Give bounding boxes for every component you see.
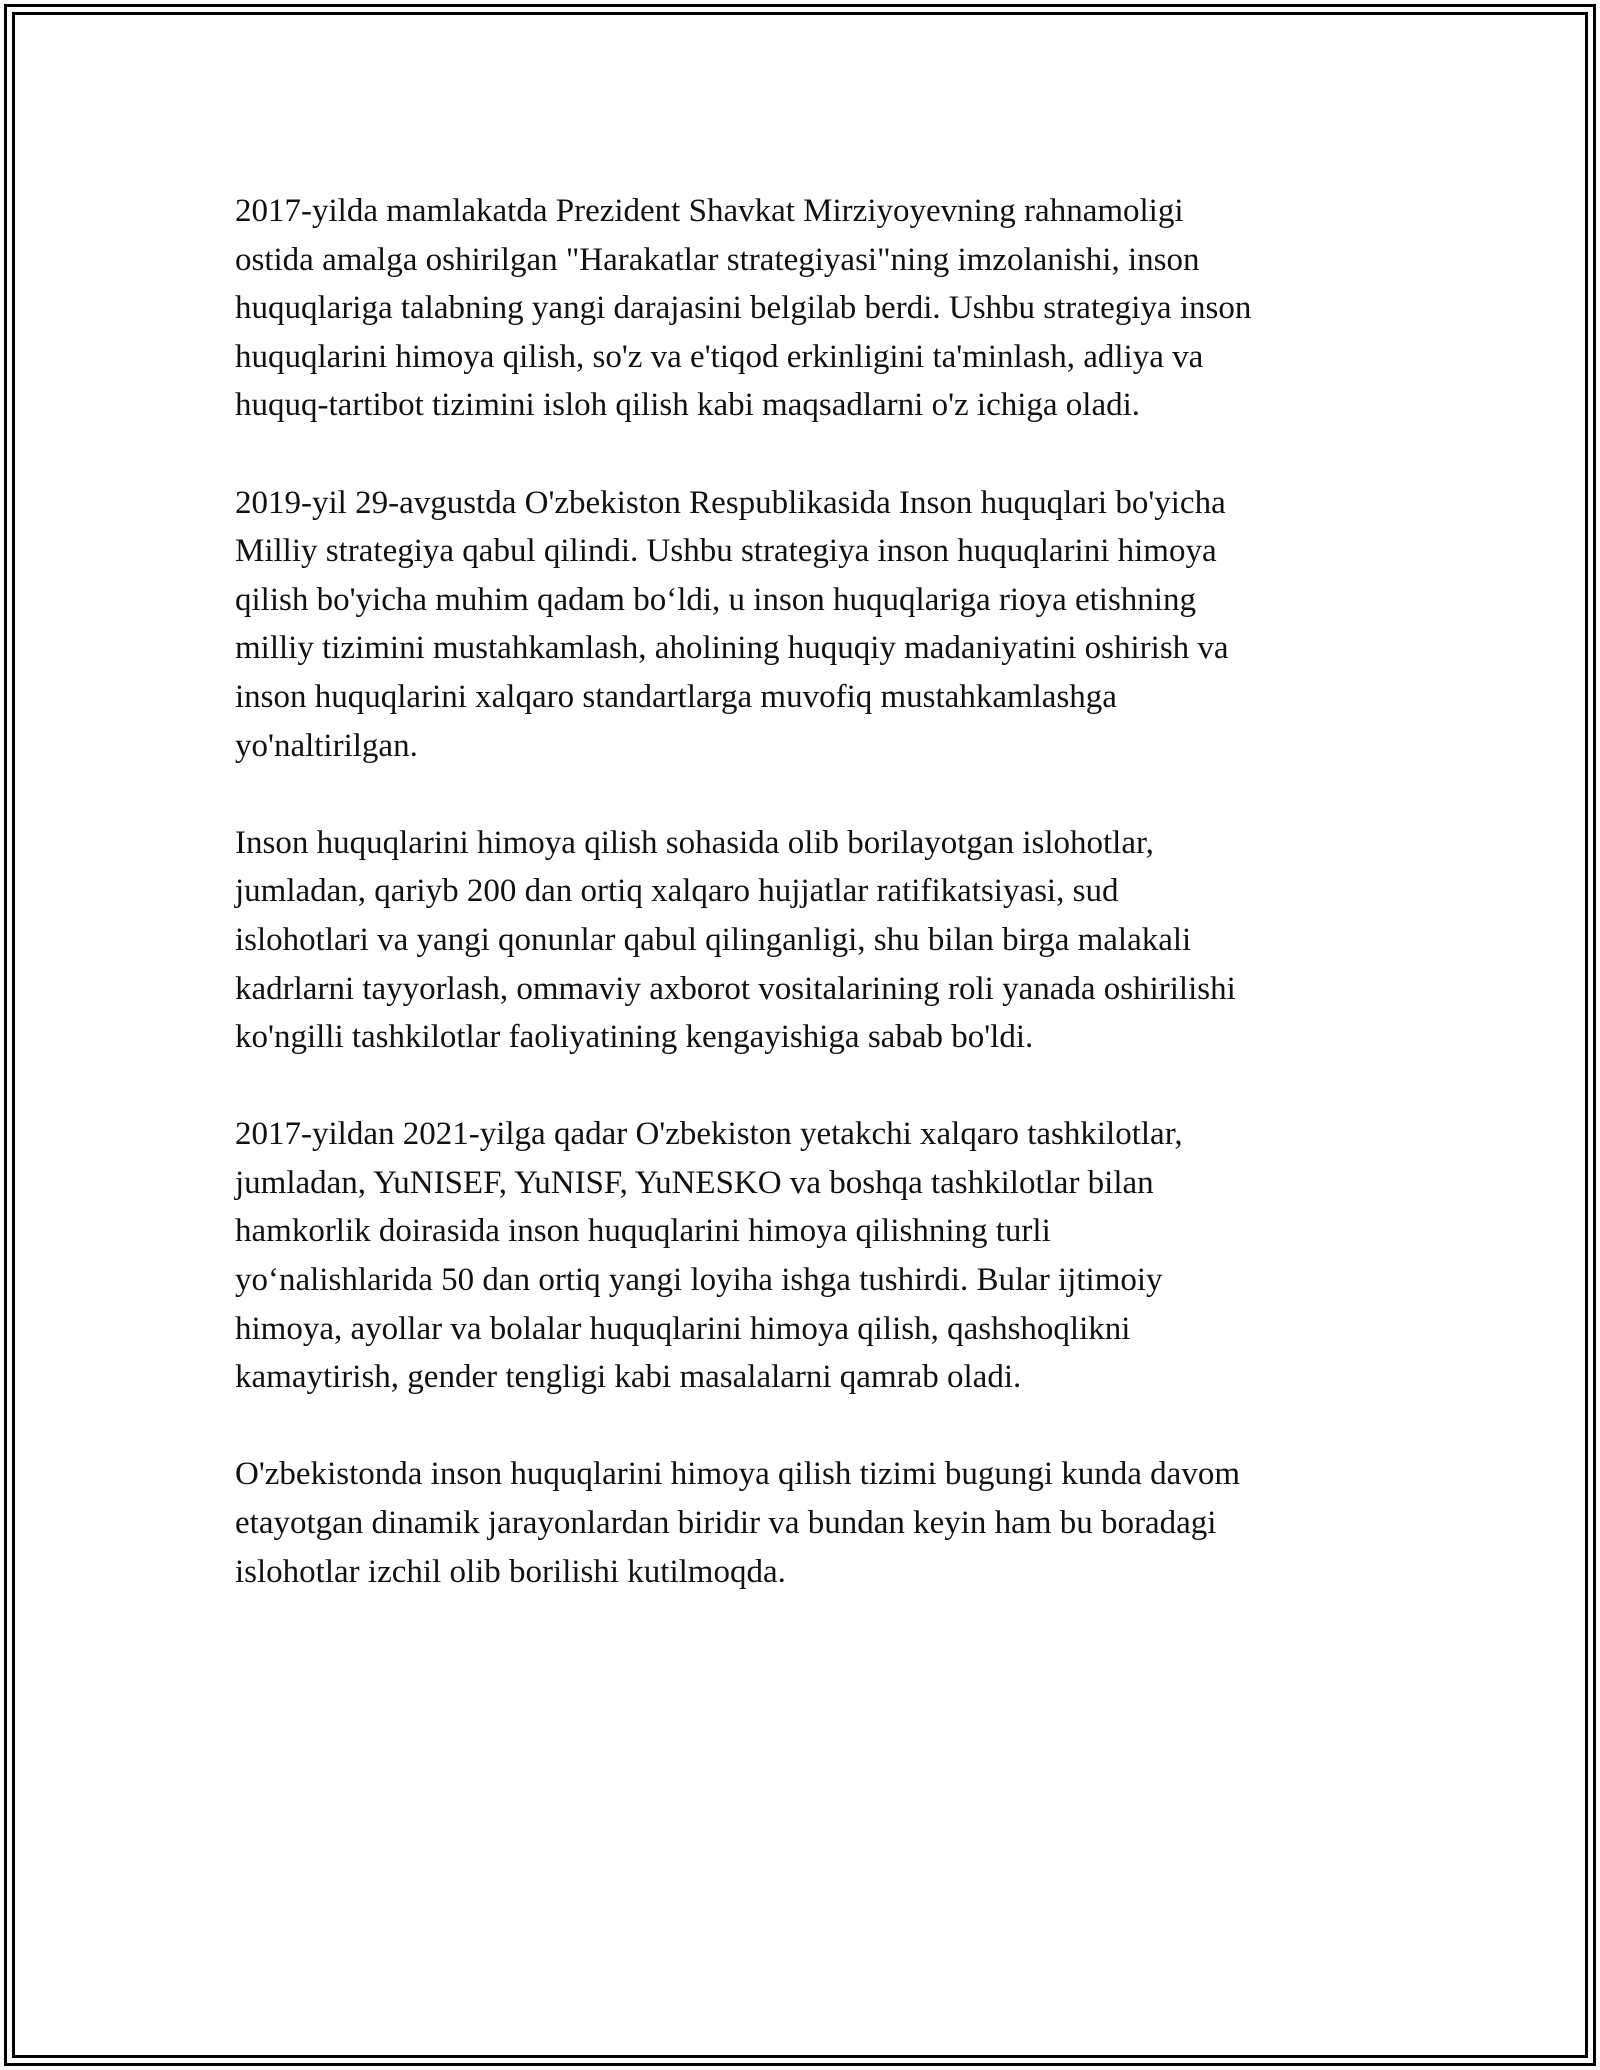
paragraph-5: O'zbekistonda inson huquqlarini himoya qilish tizimi bugungi kunda davom etayotgan dinamik jarayonlardan biridir va bundan keyin ham bu boradagi islohotlar izchil olib borilishi kutilmoqda. — [235, 1456, 1241, 1590]
paragraph-2: 2019-yil 29-avgustda O'zbekiston Respublikasida Inson huquqlari bo'yicha Milliy strategiya qabul qilindi. Ushbu strategiya inson huquqlarini himoya qilish bo'yicha muhim qadam boʻldi, u inson huquqlariga rioya etishning milliy tizimini mustahkamlash, aholining huquqiy madaniyatini oshirish va inson huquqlarini xalqaro standartlarga muvofiq mustahkamlashga yo'naltirilgan. — [235, 484, 1229, 764]
paragraph-1: 2017-yilda mamlakatda Prezident Shavkat Mirziyoyevning rahnamoligi ostida amalga oshirilgan "Harakatlar strategiyasi"ning imzolanishi, inson huquqlariga talabning yangi darajasini belgilab berdi. Ushbu strategiya inson huquqlarini himoya qilish, so'z va e'tiqod erkinligini ta'minlash, adliya va huquq-tartibot tizimini isloh qilish kabi maqsadlarni o'z ichiga oladi. — [235, 193, 1252, 424]
paragraph-4: 2017-yildan 2021-yilga qadar O'zbekiston yetakchi xalqaro tashkilotlar, jumladan, YuNISEF, YuNISF, YuNESKO va boshqa tashkilotlar bilan hamkorlik doirasida inson huquqlarini himoya qilishning turli yoʻnalishlarida 50 dan ortiq yangi loyiha ishga tushirdi. Bular ijtimoiy himoya, ayollar va bolalar huquqlarini himoya qilish, qashshoqlikni kamaytirish, gender tengligi kabi masalalarni qamrab oladi. — [235, 1116, 1183, 1396]
paragraph-3: Inson huquqlarini himoya qilish sohasida olib borilayotgan islohotlar, jumladan, qariyb 200 dan ortiq xalqaro hujjatlar ratifikatsiyasi, sud islohotlari va yangi qonunlar qabul qilinganligi, shu bilan birga malakali kadrlarni tayyorlash, ommaviy axborot vositalarining roli yanada oshirilishi ko'ngilli tashkilotlar faoliyatining kengayishiga sabab bo'ldi. — [235, 824, 1236, 1056]
document-body — [235, 187, 1385, 1645]
